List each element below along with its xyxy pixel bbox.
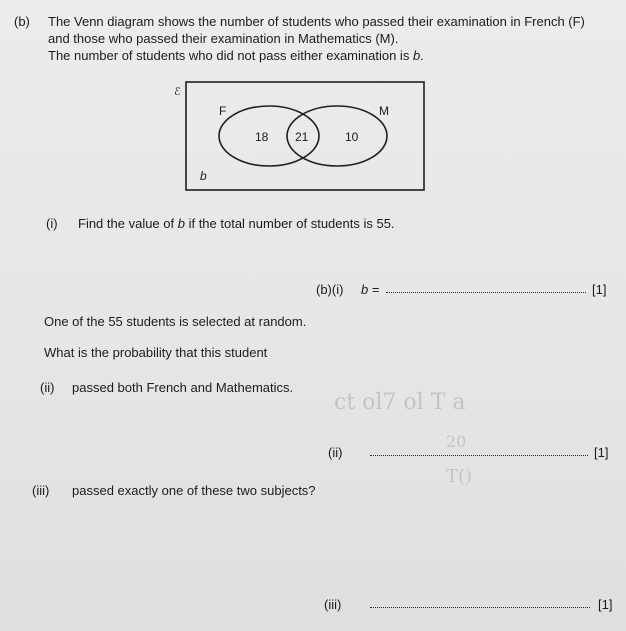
m-only-value: 10	[345, 130, 359, 144]
set-f-label: F	[219, 104, 227, 118]
part-label: (b)	[14, 14, 30, 29]
q-i-answer-prefix: b =	[361, 282, 380, 297]
q-iii-answer-line[interactable]	[370, 607, 590, 608]
q-ii-label: (ii)	[40, 380, 55, 395]
intro-line-3: The number of students who did not pass either examination is b.	[48, 48, 424, 63]
q-i-text: Find the value of b if the total number of students is 55.	[78, 216, 395, 231]
intersection-value: 21	[295, 130, 309, 144]
q-iii-answer-label: (iii)	[324, 597, 342, 612]
f-only-value: 18	[255, 130, 269, 144]
q-ii-marks: [1]	[594, 445, 609, 460]
q-ii-answer-line[interactable]	[370, 455, 588, 456]
faint-show-through-2: 20	[446, 432, 467, 451]
q-i-marks: [1]	[592, 282, 607, 297]
probability-prompt: What is the probability that this student	[44, 345, 268, 360]
q-i-answer-label: (b)(i)	[316, 282, 344, 297]
q-iii-marks: [1]	[598, 597, 613, 612]
outside-value: b	[200, 169, 207, 183]
q-ii-answer-label: (ii)	[328, 445, 343, 460]
intro-line-1: The Venn diagram shows the number of students who passed their examination in French (F)	[48, 14, 585, 29]
q-i-label: (i)	[46, 216, 58, 231]
q-iii-label: (iii)	[32, 483, 50, 498]
q-iii-text: passed exactly one of these two subjects?	[72, 483, 316, 498]
selection-intro: One of the 55 students is selected at random.	[44, 314, 307, 329]
set-m-label: M	[379, 104, 389, 118]
q-ii-text: passed both French and Mathematics.	[72, 380, 294, 395]
q-i-answer-line[interactable]	[386, 292, 586, 293]
intro-line-2: and those who passed their examination in Mathematics (M).	[48, 31, 399, 46]
faint-show-through-3: T()	[446, 466, 473, 487]
faint-show-through-1: ct ol7 ol T a	[334, 390, 466, 415]
universal-set-symbol: ℰ	[174, 86, 181, 98]
